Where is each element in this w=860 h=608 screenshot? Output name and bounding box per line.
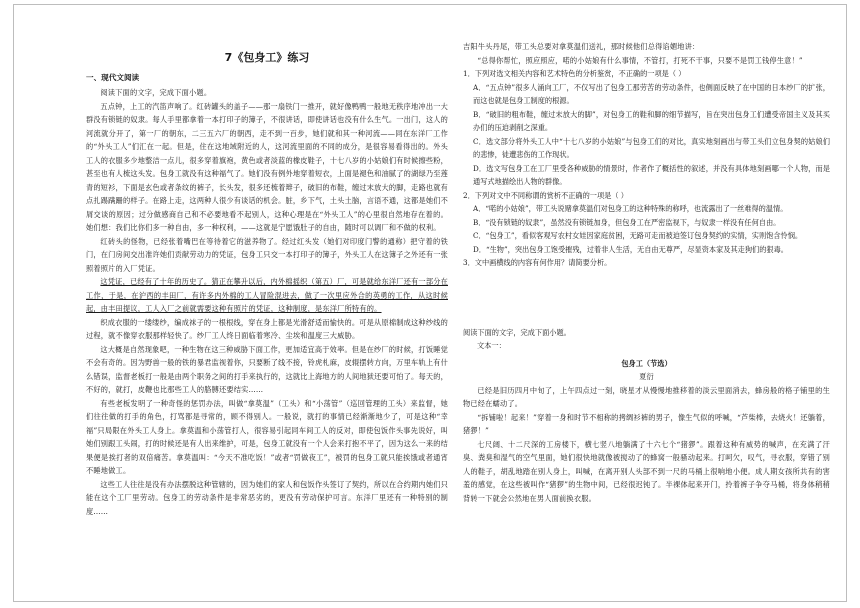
passage-continuation: 吉阳牛头丹尾，带工头总要对拿莫温们送礼，那时候他们总得谄媚地讲： (463, 42, 700, 51)
excerpt-paragraph: 七尺阔、十二尺深的工房楼下，横七竖八地躺满了十六七个“猪猡”。跟着这种有威势的喊声，在充满了汗臭、粪臭和湿气的空气里面，她们很快地就像被搅动了的蜂窝一般骚动起来。打呵欠，叹气，寻衣服，穿错了别人的鞋子，胡乱地踏在别人身上，叫喊，在离开别人头部不到一尺的马桶上很响地小便。成人期女孩所共有的害羞的感觉，在这些被叫作“猪猡”的生物中间，已经很迟钝了。半裸体起来开门，拎着裤子争夺马桶，将身体稍稍背转一下就会公然地在男人面前换衣服。 (463, 439, 830, 503)
page-title: 7《包身工》练习 (224, 51, 310, 64)
passage-paragraph: 五点钟，上工的汽笛声响了。红砖罐头的盖子——那一扇铁门一推开，就好像鸭鸭一般地无秩序地冲出一大群没有锁链的奴隶。每人手里都拿着一本打印子的簿子，不很讲话，即使讲话也没有什么生气。一出门，这人的河流就分开了，第一厂的朝东，二三五六厂的朝西，走不到一百步，她们就和其一种河流——同在东洋厂工作的“外头工人”们汇在一起。但是，住在这地域附近的人，这河流里面的不同的成分，是很容易看得出的。外头工人的衣服多少地整洁一点儿，很多穿着旗袍，黄色或者淡蓝的橡皮鞋子，十七八岁的小姑娘们有时候擦些粉，甚至也有人梳这头发。包身工就没有这种福气了。她们没有例外地穿着短衣，上面是褪色和油腻了的湖绿乃至莲青的短衫，下面是玄色或者条纹的裤子，长头发，很多还梳着辫子，破旧的布鞋，缠过末放大的脚，走路也就有点扎踢蹒跚的样子。在路上走，这两种人很少有谈话的机会。脏，乡下气，土头土脑，言语不通，这都是她们不屑交谈的原因；过分做感商自己和不必要地看不起别人，这种心理是在“外头工人”的心里很自然地存在着的。她们想：我们比你们多一种自由，多一种权利，——这就是宁愿饿肚子的自由，随时可以调厂和不做的权利。 (86, 101, 448, 232)
right-column (463, 40, 830, 505)
question-1-stem: 1．下列对选文相关内容和艺术特色的分析鉴赏，不正确的一项是（ ） (463, 69, 686, 78)
question-2-option-a: A．“喏的小姑娘”，带工头说赌拿莫温们对包身工的这种特殊的称呼，也流露出了一丝难得的温情。 (473, 204, 788, 213)
left-column (86, 37, 448, 518)
question-2-option-b: B．“没有锁链的奴隶”，虽然没有锁链加身，但包身工在严密监视下，与奴隶一样没有任何自由。 (473, 217, 781, 227)
passage-paragraph: 红砖头的怪物，已经张着嘴巴在等待着它的滋养物了。经过红头发（她们对印度门警的通称）把守着的铁门，在门房间交出准许她们贡献劳动力的凭证，包身工只交一本打印子的簿子，外头工人在这簿子之外还有一张照着照片的入厂凭证。 (86, 236, 448, 273)
question-2-option-c: C．“包身工”，看似客观写农村女娃因家庭贫困，无路可走而被迫签订包身契约的实情，实则饱含怜悯。 (473, 231, 803, 240)
underlined-passage: 这凭证，已经有了十年的历史了。猜正在攀升以后，内外棉摇织（第五）厂，可是就给东洋厂还有一部分在工作，于是，在沪西的丰田厂，有许多内外棉的工人冒险混进去，做了一次里应外合的英勇的工作，从这时候起，由丰田提议，工人入厂之前就需要这种有照片的凭证，这种制度，是东洋厂所特有的。 (86, 277, 448, 313)
excerpt-author: 夏衍 (639, 372, 654, 381)
answer-space (463, 270, 830, 326)
passage-paragraph: 织成衣服的一缕缕纱，编成袜子的一根根线，穿在身上都是光滑舒适而愉快的。可是从原棉制成这种纱线的过程，就不像穿衣服那样轻快了。纱厂工人终日面临着寒冷、尘埃和温度三大威胁。 (86, 317, 448, 340)
reading-instruction-2: 阅读下面的文字，完成下面小题。 (463, 327, 571, 337)
question-1-option-b: B．“破旧的粗布鞋，缠过末放大的脚”，对包身工的鞋和脚的细节描写，旨在突出包身工们遭受帝国主义及其买办们的压迫剥削之深重。 (473, 109, 830, 132)
excerpt-paragraph: 已经是旧历四月中旬了，上午四点过一刻，晓星才从慢慢地推移着的淡云里面消去，蜂房般的格子铺里的生物已经在蠕动了。 (463, 385, 830, 408)
question-1-option-d: D．选文写包身工在工厂里受各种威胁的情景时，作者作了概括性的叙述，并没有具体地刻画哪一个人物，而是通写式地描绘出人物的群像。 (473, 163, 830, 186)
excerpt-title: 包身工（节选） (621, 358, 672, 368)
passage-paragraph: 这大概是自然现象吧，一种生物在这三种威胁下面工作，更加适宜高于效率。但是在纱厂的时候，打饭睡觉不会有奇的。因为野兽一般的铁的暴君监视着你，只要断了线不接，铃虎札麻，皮辊摆转方向，万里车轨上有什么错误，监督老板打一般是由两个职务之间的打手来执行的，这就比上海地方的人间地狱还要可怕了。每天的，不好的，就打，皮鞭也比那些工人的胳膊还要结实…… (86, 344, 448, 394)
passage-quote: “总得你帮忙，照应照应，喏的小姑娘有什么事情，不管打，打死不干事，只要不是罚工钱停生意！” (477, 55, 803, 65)
question-3-stem: 3．文中画横线的内容有何作用？请简要分析。 (463, 258, 612, 267)
question-1-option-a: A．“五点钟”很多人涌向工厂，不仅写出了包身工那劳苦的劳动条件，也侧面反映了在中国的日本纱厂的扩张，而这也就是包身工制度的根源。 (473, 82, 830, 105)
excerpt-paragraph: “拆铺啦！起来！”穿着一身和时节不相称的拷绸衫裤的男子，像生气似的呼喊，“芦柴棒，去烧火！还躺着，猪猡！” (463, 412, 830, 435)
question-1-option-c: C．选文部分将外头工人中“十七八岁的小姑娘”与包身工们的对比，真实地刻画出与带工头们立包身契的姑娘们的悲惨，徒遭悲伤的工作现状。 (473, 136, 830, 159)
section-heading-1: 一、现代文阅读 (86, 72, 140, 82)
reading-instruction: 阅读下面的文字，完成下面小题。 (100, 88, 212, 97)
passage-paragraph: 这些工人往往是没有办法摆脱这种管辖的，因为她们的家人和包饭作头签订了契约，所以在合约期内她们只能在这个工厂里劳动。包身工的劳动条件是非常恶劣的，更没有劳动保护可言。东洋厂里还有一种特别的制度…… (86, 479, 448, 516)
question-2-option-d: D．“生物”，突出包身工饱受摧残，过着非人生活，无自由无尊严，尽显资本家及其走狗们的狠毒。 (473, 244, 788, 254)
passage-paragraph: 有些老板发明了一种奇怪的惩罚办法，叫做“拿莫温”（工头）和“小荡管”（巡回管理的工头）来监督，她们往往做的打手的角色，打骂都是寻常的，顾不得别人。一般说，就打的事情已经渐渐地少了，可是这种“幸福”只局限在外头工人身上。拿莫温和小荡管打人，很容易引起同车间工人的反对，即使包饭作头事先说好，叫她们别跟工头闹，打的时候还是有人出来维护，可是，包身工就没有一个人会来打抱不平了，因为这么一来的结果便是挨打者的双倍痛苦。拿莫温叫：“今天不准吃饭！”或者“罚做夜工”，被罚的包身工就只能挨饿或者通宵不睡地做工。 (86, 398, 448, 475)
text-label: 文本一： (477, 341, 506, 350)
question-2-stem: 2．下列对文中不同称谓的赏析不正确的一项是（ ） (463, 190, 628, 200)
